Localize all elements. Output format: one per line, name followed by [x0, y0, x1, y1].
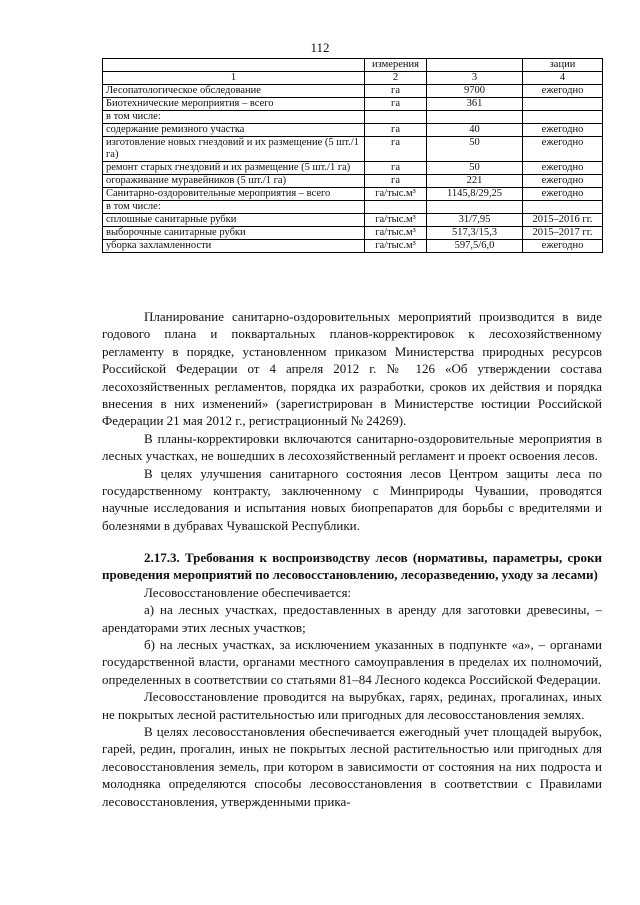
- table-row: [103, 188, 603, 201]
- table-cell: 361: [427, 98, 523, 111]
- table-cell: [365, 201, 427, 214]
- table-row: [103, 214, 603, 227]
- table-cell: 50: [427, 162, 523, 175]
- paragraph: В планы-корректировки включаются санитарно-оздоровительные мероприятия в лесных участках, не вошедших в лесохозяйственный регламент и проект освоения лесов.: [102, 430, 602, 464]
- table-cell: [523, 201, 603, 214]
- page-number: 112: [310, 40, 330, 55]
- section-heading: 2.17.3. Требования к воспроизводству лесов (нормативы, параметры, сроки проведения мероприятий по лесовосстановлению, лесоразведению, уходу за лесами): [102, 550, 602, 583]
- table-row: [103, 59, 603, 72]
- paragraph: а) на лесных участках, предоставленных в аренду для заготовки древесины, – арендаторами этих лесных участков;: [102, 602, 602, 635]
- table-cell: га: [365, 175, 427, 188]
- table-cell: 221: [427, 175, 523, 188]
- table-cell: 4: [523, 72, 603, 85]
- table-cell: ремонт старых гнездовий и их размещение (5 шт./1 га): [103, 162, 365, 175]
- table-cell: [523, 98, 603, 111]
- table-row: [103, 240, 603, 253]
- table-row: [103, 98, 603, 111]
- table-row: [103, 227, 603, 240]
- table-cell: ежегодно: [523, 240, 603, 253]
- table-cell: ежегодно: [523, 162, 603, 175]
- paragraph: В целях улучшения санитарного состояния лесов Центром защиты леса по государственному контракту, заключенному с Минприроды Чувашии, проводятся научные исследования и испытания новых биопрепаратов для борьбы с вредителями и болезнями в дубравах Чувашской Республики.: [102, 465, 602, 533]
- table-cell: га: [365, 137, 427, 162]
- table-row: [103, 201, 603, 214]
- table-cell: в том числе:: [103, 111, 365, 124]
- paragraph: б) на лесных участках, за исключением указанных в подпункте «а», – органами государственной власти, органами местного самоуправления в пределах их полномочий, определенных в соответствии со статьями 81–84 Лесного кодекса Российской Федерации.: [102, 637, 602, 687]
- table-cell: га/тыс.м³: [365, 227, 427, 240]
- table-row: [103, 162, 603, 175]
- table-row: [103, 72, 603, 85]
- table-cell: ежегодно: [523, 137, 603, 162]
- table-row: [103, 124, 603, 137]
- table-cell: ежегодно: [523, 175, 603, 188]
- table-cell: 50: [427, 137, 523, 162]
- paragraph: Лесовосстановление проводится на вырубках, гарях, рединах, прогалинах, иных не покрытых лесной растительностью или пригодных для лесовосстановления землях.: [102, 689, 602, 722]
- table-cell: сплошные санитарные рубки: [103, 214, 365, 227]
- table-cell: 2: [365, 72, 427, 85]
- table-cell: изготовление новых гнездовий и их размещение (5 шт./1 га): [103, 137, 365, 162]
- table-cell: га/тыс.м³: [365, 214, 427, 227]
- table-cell: 2015–2017 гг.: [523, 227, 603, 240]
- table-cell: содержание ремизного участка: [103, 124, 365, 137]
- table-cell: га: [365, 124, 427, 137]
- table-cell: 31/7,95: [427, 214, 523, 227]
- table-cell: [103, 59, 365, 72]
- table-cell: га: [365, 98, 427, 111]
- table-cell: 2015–2016 гг.: [523, 214, 603, 227]
- table-cell: измерения: [365, 59, 427, 72]
- measures-table: [102, 58, 603, 253]
- table-cell: в том числе:: [103, 201, 365, 214]
- table-cell: [365, 111, 427, 124]
- table-cell: 597,5/6,0: [427, 240, 523, 253]
- paragraph: В целях лесовосстановления обеспечивается ежегодный учет площадей вырубок, гарей, редин, прогалин, иных не покрытых лесной растительностью или пригодных для лесовосстановления земель, при котором в зависимости от состояния на них подроста и молодняка определяются способы лесовосстановления в соответствии с Правилами лесовосстановления, утвержденными прика-: [102, 724, 602, 809]
- table-cell: ежегодно: [523, 124, 603, 137]
- text-block-1: [102, 308, 602, 534]
- table-cell: выборочные санитарные рубки: [103, 227, 365, 240]
- table-cell: Лесопатологическое обследование: [103, 85, 365, 98]
- table-cell: 40: [427, 124, 523, 137]
- table-cell: [427, 201, 523, 214]
- table-cell: огораживание муравейников (5 шт./1 га): [103, 175, 365, 188]
- table-cell: га: [365, 85, 427, 98]
- table-cell: Санитарно-оздоровительные мероприятия – всего: [103, 188, 365, 201]
- table-cell: 1: [103, 72, 365, 85]
- table-cell: 3: [427, 72, 523, 85]
- table-cell: ежегодно: [523, 85, 603, 98]
- table-row: [103, 111, 603, 124]
- table-cell: га: [365, 162, 427, 175]
- table-row: [103, 175, 603, 188]
- table-row: [103, 137, 603, 162]
- table-cell: [427, 59, 523, 72]
- table-cell: Биотехнические мероприятия – всего: [103, 98, 365, 111]
- table-row: [103, 85, 603, 98]
- table-cell: 9700: [427, 85, 523, 98]
- paragraph: Планирование санитарно-оздоровительных мероприятий производится в виде годового плана и поквартальных планов-корректировок к лесохозяйственному регламенту в порядке, установленном приказом Министерства природных ресурсов Российской Федерации от 4 апреля 2012 г. № 126 «Об утверждении состава лесохозяйственных регламентов, порядка их разработки, сроков их действия и порядка внесения в них изменений» (зарегистрирован в Министерстве юстиции Российской Федерации 21 мая 2012 г., регистрационный № 24269).: [102, 309, 602, 429]
- table-cell: [427, 111, 523, 124]
- table-cell: га/тыс.м³: [365, 240, 427, 253]
- table-cell: [523, 111, 603, 124]
- paragraph: Лесовосстановление обеспечивается:: [144, 584, 352, 600]
- table-cell: 517,3/15,3: [427, 227, 523, 240]
- table-cell: зации: [523, 59, 603, 72]
- text-block-2: [102, 549, 602, 810]
- table-cell: ежегодно: [523, 188, 603, 201]
- table-cell: га/тыс.м³: [365, 188, 427, 201]
- table-cell: уборка захламленности: [103, 240, 365, 253]
- table-cell: 1145,8/29,25: [427, 188, 523, 201]
